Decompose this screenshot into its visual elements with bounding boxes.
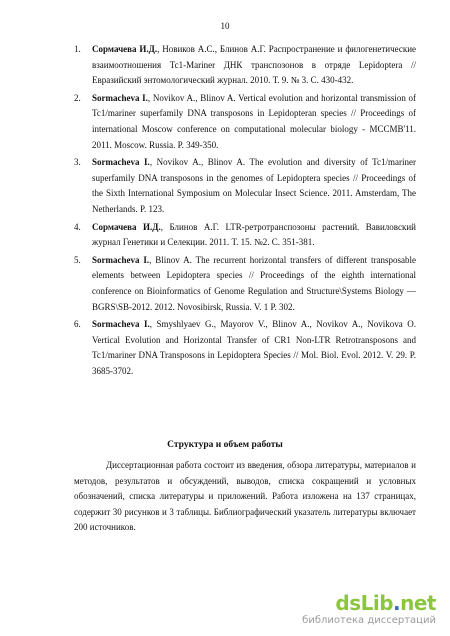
watermark-subtitle: библиотека диссертаций xyxy=(302,615,436,626)
logo-tld: net xyxy=(400,591,436,615)
reference-author: Сормачева И.Д. xyxy=(92,221,161,232)
logo-dot: . xyxy=(393,591,401,615)
reference-item xyxy=(74,220,416,251)
page-number: 10 xyxy=(220,21,230,31)
reference-text: , Блинов А.Г. LTR-ретротранспозоны растений. Вавиловский журнал Генетики и Селекции. 2011. Т. 15. №2. С. 351-381. xyxy=(92,221,416,248)
reference-number: 3. xyxy=(74,157,81,168)
reference-author: Сормачева И.Д. xyxy=(92,44,158,54)
reference-item xyxy=(74,42,416,89)
reference-number: 1. xyxy=(74,44,81,54)
reference-text: , Smyshlyaev G., Mayorov V., Blinov A., Novikov A., Novikova O. Vertical Evolution and Horizontal Transfer of CR1 Non-LTR Retrotransposons and Tc1/mariner DNA Transposons in Lepidoptera Species // Mol. Biol. Evol. 2012. V. 29. P. 3685-3702. xyxy=(92,319,416,376)
reference-author: Sormacheva I. xyxy=(92,319,150,330)
dslib-logo xyxy=(302,593,436,613)
reference-item xyxy=(74,317,416,379)
reference-text: , Blinov A. The recurrent horizontal transfers of different transposable elements between Lepidoptera species // Proceedings of the eighth international conference on Bioinformatics of Genome Regulation and Structure\Systems Biology — BGRS\SB-2012. 2012. Novosibirsk, Russia. V. 1 P. 302. xyxy=(92,254,417,312)
logo-main: dsLib xyxy=(335,591,394,615)
reference-number: 5. xyxy=(74,254,81,265)
reference-text: , Новиков А.С., Блинов А.Г. Распространение и филогенетические взаимоотношения Tc1-Mariner ДНК транспозонов в отряде Lepidoptera // Евразийский энтомологический журнал. 2010. Т. 9. № 3. С. 430-432. xyxy=(92,44,417,86)
reference-item xyxy=(74,91,416,153)
reference-author: Sormacheva I. xyxy=(92,92,148,103)
section-paragraph: Диссертационная работа состоит из введения, обзора литературы, материалов и методов, результатов и обсуждений, выводов, списка сокращений и условных обозначений, списка литературы и приложений. Работа изложена на 137 страницах, содержит 30 рисунков и 3 таблицы. Библиографический указатель литературы включает 200 источников. xyxy=(74,460,416,533)
reference-number: 2. xyxy=(74,92,81,103)
reference-item xyxy=(74,253,416,315)
reference-text: , Novikov A., Blinov A. Vertical evolution and horizontal transmission of Tc1/mariner superfamily DNA transposons in Lepidopteran species // Proceedings of international Moscow conference on computational molecular biology - MCCMB'11. 2011. Moscow. Russia. P. 349-350. xyxy=(92,92,416,150)
reference-author: Sormacheva I. xyxy=(92,157,150,168)
reference-number: 6. xyxy=(74,319,81,330)
section-heading: Структура и объем работы xyxy=(167,440,283,450)
reference-text: , Novikov A., Blinov A. The evolution and diversity of Tc1/mariner superfamily DNA transposons in the genomes of Lepidoptera species // Proceedings of the Sixth International Symposium on Molecular Insect Science. 2011. Amsterdam, The Netherlands. P. 123. xyxy=(92,157,416,214)
reference-item xyxy=(74,155,416,217)
watermark-logo[interactable] xyxy=(302,593,436,626)
reference-number: 4. xyxy=(74,221,81,232)
reference-list xyxy=(74,42,416,381)
reference-author: Sormacheva I. xyxy=(92,254,150,265)
